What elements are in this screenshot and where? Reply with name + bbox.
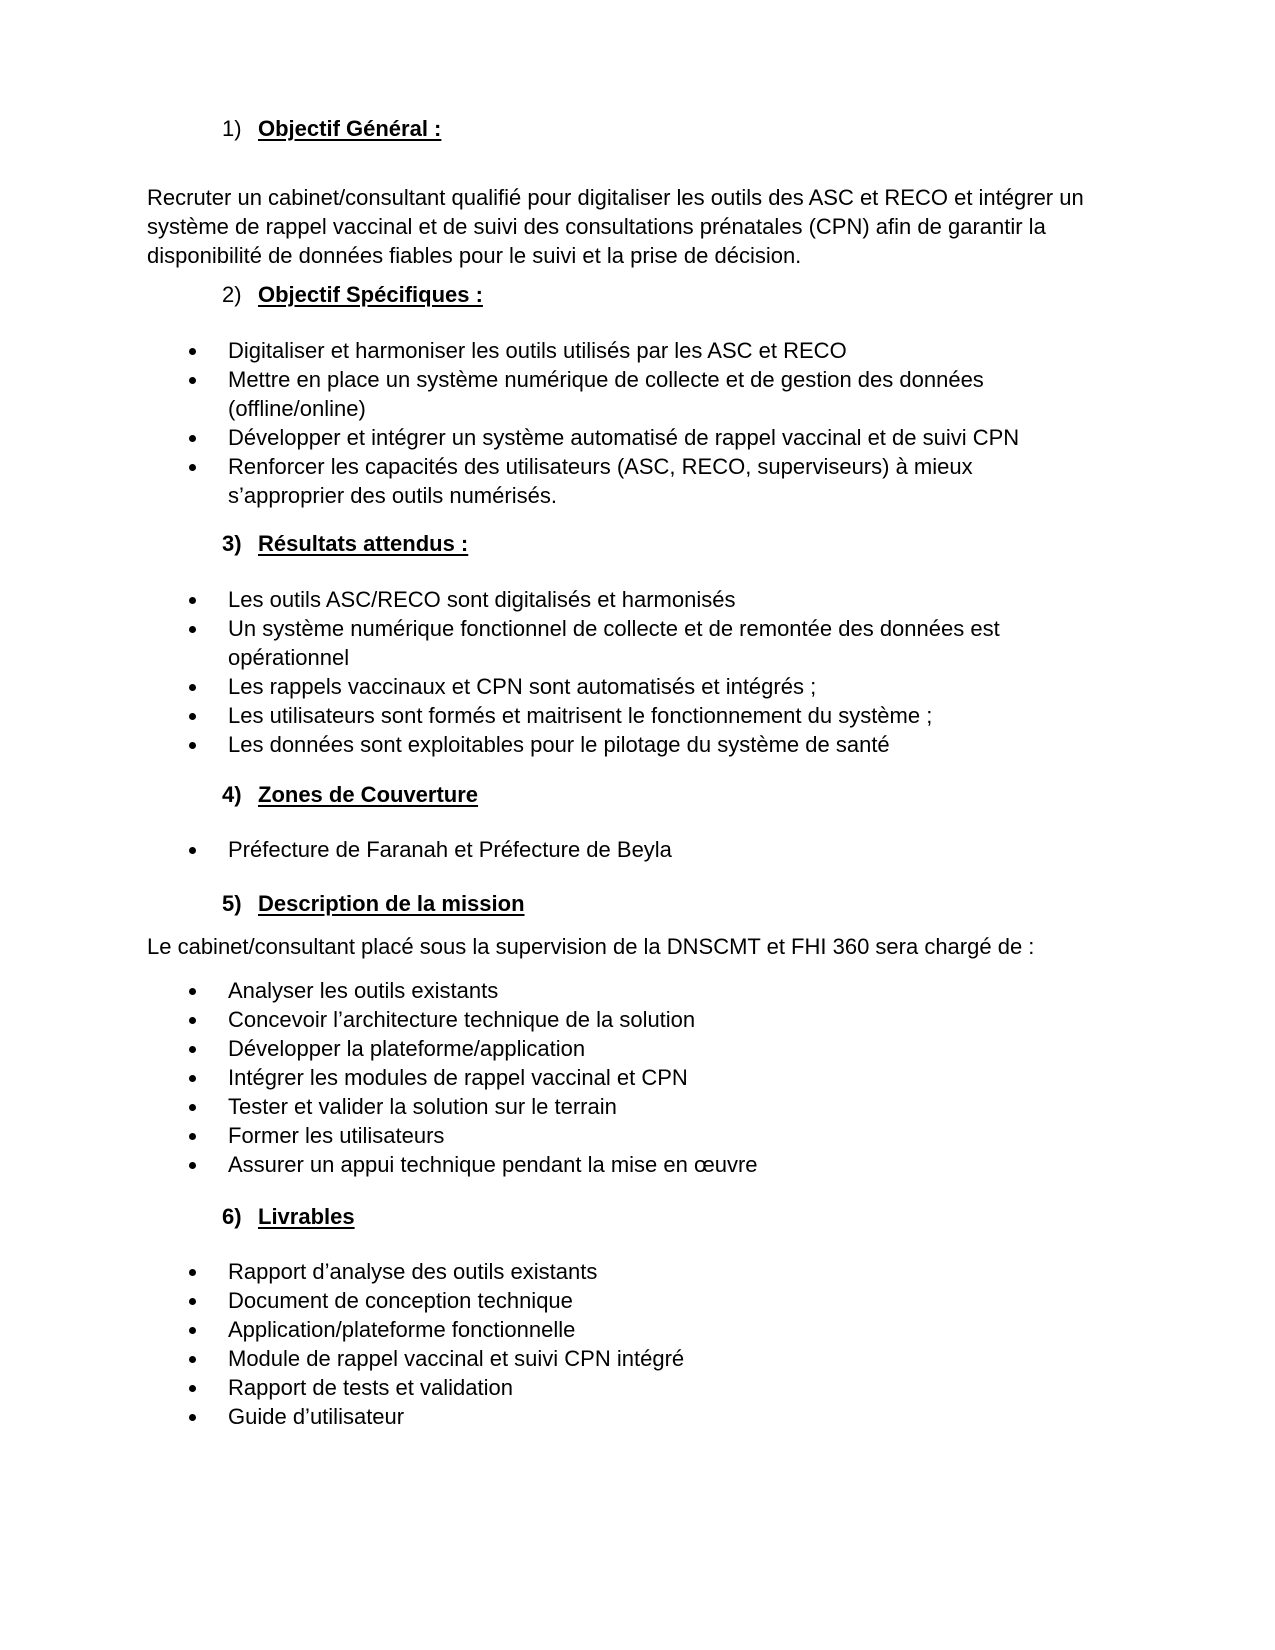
list-item: Renforcer les capacités des utilisateurs (ASC, RECO, superviseurs) à mieux s’approprier des outils numérisés. [0, 452, 1058, 510]
list-item: Développer la plateforme/application [0, 1034, 1058, 1063]
bullet-icon [189, 847, 196, 854]
bullet-icon [189, 1017, 196, 1024]
list-item: Analyser les outils existants [0, 976, 1058, 1005]
list-item: Un système numérique fonctionnel de collecte et de remontée des données est opérationnel [0, 614, 1058, 672]
list-item: Assurer un appui technique pendant la mise en œuvre [0, 1150, 1058, 1179]
list-item: Rapport d’analyse des outils existants [0, 1257, 1058, 1286]
section-heading-objectif-specifiques [222, 280, 483, 309]
list-item: Les utilisateurs sont formés et maitrisent le fonctionnement du système ; [0, 701, 1058, 730]
list-item: Application/plateforme fonctionnelle [0, 1315, 1058, 1344]
list-item: Guide d’utilisateur [0, 1402, 1058, 1431]
mission-intro-paragraph: Le cabinet/consultant placé sous la supervision de la DNSCMT et FHI 360 sera chargé de : [147, 934, 1035, 959]
bullet-icon [189, 1356, 196, 1363]
bullet-icon [189, 464, 196, 471]
bullet-icon [189, 1133, 196, 1140]
list-item: Document de conception technique [0, 1286, 1058, 1315]
list-item: Développer et intégrer un système automatisé de rappel vaccinal et de suivi CPN [0, 423, 1058, 452]
list-item: Les données sont exploitables pour le pilotage du système de santé [0, 730, 1058, 759]
section-heading-zones-couverture [222, 780, 478, 809]
section-title: Objectif Spécifiques : [258, 282, 483, 307]
bullet-icon [189, 626, 196, 633]
livrables-list [0, 1257, 1275, 1431]
section-heading-description-mission [222, 889, 525, 918]
list-item: Les rappels vaccinaux et CPN sont automatisés et intégrés ; [0, 672, 1058, 701]
list-item: Concevoir l’architecture technique de la solution [0, 1005, 1058, 1034]
section-number: 4) [222, 782, 242, 807]
bullet-icon [189, 435, 196, 442]
bullet-icon [189, 1269, 196, 1276]
bullet-icon [189, 377, 196, 384]
list-item: Former les utilisateurs [0, 1121, 1058, 1150]
bullet-icon [189, 742, 196, 749]
bullet-icon [189, 597, 196, 604]
section-number: 6) [222, 1204, 242, 1229]
section-heading-livrables [222, 1202, 355, 1231]
bullet-icon [189, 1327, 196, 1334]
zones-couverture-list [0, 835, 1275, 864]
section-title: Livrables [258, 1204, 355, 1229]
section-number: 3) [222, 531, 242, 556]
bullet-icon [189, 1414, 196, 1421]
bullet-icon [189, 1162, 196, 1169]
bullet-icon [189, 988, 196, 995]
bullet-icon [189, 684, 196, 691]
section-number: 5) [222, 891, 242, 916]
list-item: Rapport de tests et validation [0, 1373, 1058, 1402]
list-item: Intégrer les modules de rappel vaccinal et CPN [0, 1063, 1058, 1092]
list-item: Tester et valider la solution sur le terrain [0, 1092, 1058, 1121]
bullet-icon [189, 1104, 196, 1111]
bullet-icon [189, 713, 196, 720]
list-item: Module de rappel vaccinal et suivi CPN intégré [0, 1344, 1058, 1373]
bullet-icon [189, 1385, 196, 1392]
list-item: Préfecture de Faranah et Préfecture de Beyla [0, 835, 1058, 864]
list-item: Les outils ASC/RECO sont digitalisés et harmonisés [0, 585, 1058, 614]
list-item: Digitaliser et harmoniser les outils utilisés par les ASC et RECO [0, 336, 1058, 365]
section-title: Objectif Général : [258, 116, 442, 141]
mission-taches-list [0, 976, 1275, 1179]
bullet-icon [189, 1046, 196, 1053]
section-heading-resultats-attendus [222, 529, 468, 558]
bullet-icon [189, 1075, 196, 1082]
resultats-attendus-list [0, 585, 1275, 759]
bullet-icon [189, 348, 196, 355]
section-number: 2) [222, 282, 242, 307]
section-title: Description de la mission [258, 891, 525, 916]
section-title: Résultats attendus : [258, 531, 469, 556]
list-item: Mettre en place un système numérique de collecte et de gestion des données (offline/online) [0, 365, 1058, 423]
objectif-general-paragraph: Recruter un cabinet/consultant qualifié pour digitaliser les outils des ASC et RECO et intégrer un système de rappel vaccinal et de suivi des consultations prénatales (CPN) afin de garantir la disponibilité de données fiables pour le suivi et la prise de décision. [147, 185, 1084, 268]
bullet-icon [189, 1298, 196, 1305]
section-title: Zones de Couverture [258, 782, 479, 807]
section-number: 1) [222, 116, 242, 141]
section-heading-objectif-general [222, 114, 441, 143]
objectifs-specifiques-list [0, 336, 1275, 510]
